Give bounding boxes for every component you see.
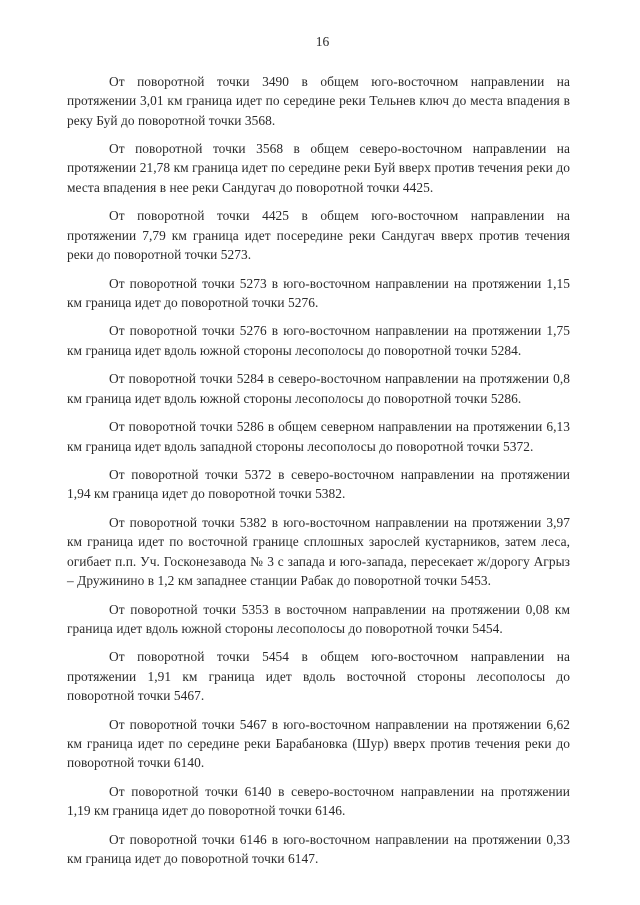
paragraph-1: От поворотной точки 3490 в общем юго-восточном направлении на протяжении 3,01 км граница идет по середине реки Тельнев ключ до места впадения в реку Буй до поворотной точки 3568. bbox=[67, 74, 570, 128]
paragraph-10: От поворотной точки 5353 в восточном направлении на протяжении 0,08 км граница идет вдоль южной стороны лесополосы до поворотной точки 5454. bbox=[67, 601, 570, 636]
paragraph-12: От поворотной точки 5467 в юго-восточном направлении на протяжении 6,62 км граница идет по середине реки Барабановка (Шур) вверх против течения реки до поворотной точки 6140. bbox=[67, 716, 570, 771]
paragraph-5: От поворотной точки 5276 в юго-восточном направлении на протяжении 1,75 км граница идет вдоль южной стороны лесополосы до поворотной точки 5284. bbox=[67, 323, 570, 358]
paragraph-2: От поворотной точки 3568 в общем северо-восточном направлении на протяжении 21,78 км граница идет по середине реки Буй вверх против течения реки до места впадения в нее реки Сандугач до поворотной точки 4425. bbox=[67, 141, 570, 195]
paragraph-3: От поворотной точки 4425 в общем юго-восточном направлении на протяжении 7,79 км граница идет посередине реки Сандугач вверх против течения реки до поворотной точки 5273. bbox=[67, 208, 570, 262]
paragraph-13: От поворотной точки 6140 в северо-восточном направлении на протяжении 1,19 км граница идет до поворотной точки 6146. bbox=[67, 783, 570, 819]
paragraph-9: От поворотной точки 5382 в юго-восточном направлении на протяжении 3,97 км граница идет по восточной границе сплошных зарослей кустарников, затем леса, огибает п.п. Уч. Госконезавода № 3 с запада и юго-запада, пересекает ж/дорогу Агрыз – Дружинино в 1,2 км западнее станции Рабак до поворотной точки 5453. bbox=[67, 515, 570, 588]
paragraph-11: От поворотной точки 5454 в общем юго-восточном направлении на протяжении 1,91 км граница идет вдоль восточной стороны лесополосы до поворотной точки 5467. bbox=[67, 649, 570, 703]
paragraph-8: От поворотной точки 5372 в северо-восточном направлении на протяжении 1,94 км граница идет до поворотной точки 5382. bbox=[67, 467, 570, 502]
paragraph-14: От поворотной точки 6146 в юго-восточном направлении на протяжении 0,33 км граница идет до поворотной точки 6147. bbox=[67, 831, 570, 866]
page-number: 16 bbox=[315, 34, 330, 49]
paragraph-4: От поворотной точки 5273 в юго-восточном направлении на протяжении 1,15 км граница идет до поворотной точки 5276. bbox=[67, 275, 570, 310]
paragraph-6: От поворотной точки 5284 в северо-восточном направлении на протяжении 0,8 км граница идет вдоль южной стороны лесополосы до поворотной точки 5286. bbox=[67, 371, 570, 406]
paragraph-7: От поворотной точки 5286 в общем северном направлении на протяжении 6,13 км граница идет вдоль западной стороны лесополосы до поворотной точки 5372. bbox=[67, 419, 570, 454]
